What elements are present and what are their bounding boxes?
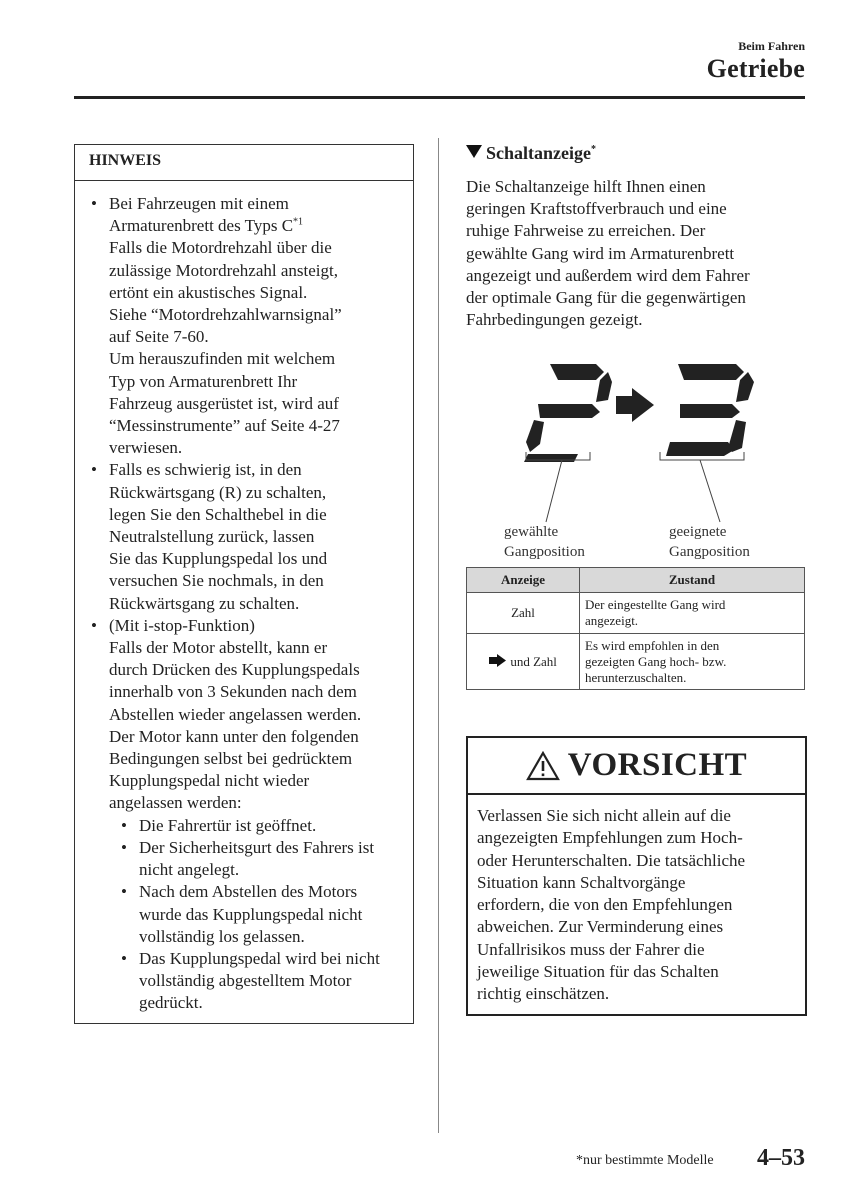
label-selected-gear: gewählte Gangposition <box>504 524 585 560</box>
text-line: Um herauszufinden mit welchem <box>109 349 336 369</box>
bullet-dot: • <box>121 815 127 835</box>
text-line: Falls der Motor abstellt, kann er <box>109 638 328 658</box>
bullet-dot: • <box>91 615 97 635</box>
text-line: innerhalb von 3 Sekunden nach dem <box>109 682 357 702</box>
arrow-right-icon <box>616 388 654 422</box>
text-line: richtig einschätzen. <box>477 984 610 1004</box>
table-row <box>467 634 805 690</box>
sub-bullet-3 <box>121 881 405 948</box>
hinweis-title: HINWEIS <box>75 145 413 181</box>
text-line: zulässige Motordrehzahl ansteigt, <box>109 260 338 280</box>
table-cell: Zahl <box>467 593 580 634</box>
table-header: Zustand <box>580 568 805 593</box>
table-header-row <box>467 568 805 593</box>
text-line: angelassen werden: <box>109 793 242 813</box>
text-line: (Mit i-stop-Funktion) <box>109 615 255 635</box>
vorsicht-header <box>468 738 805 795</box>
text-line: Fahrzeug ausgerüstet ist, wird auf <box>109 393 339 413</box>
warning-triangle-icon <box>526 751 560 781</box>
text-line: jeweilige Situation für das Schalten <box>477 962 719 982</box>
text-line: Fahrbedingungen gezeigt. <box>466 310 643 330</box>
text-line: Nach dem Abstellen des Motors <box>139 882 358 902</box>
vorsicht-text <box>468 795 805 1006</box>
hinweis-bullet-3 <box>89 615 405 1015</box>
text-line: der optimale Gang für die gegenwärtigen <box>466 288 746 308</box>
text-line: abweichen. Zur Verminderung eines <box>477 917 724 937</box>
table-cell: Der eingestellte Gang wird angezeigt. <box>580 593 805 634</box>
text-line: Sie das Kupplungspedal los und <box>109 549 328 569</box>
arrow-right-icon <box>489 654 507 667</box>
text-line: auf Seite 7-60. <box>109 327 209 347</box>
text-line: “Messinstrumente” auf Seite 4-27 <box>109 416 340 436</box>
text-line: gedrückt. <box>139 993 203 1013</box>
table-row <box>467 593 805 634</box>
text-line: vollständig los gelassen. <box>139 926 305 946</box>
table-cell: Es wird empfohlen in den gezeigten Gang hoch- bzw. herunterzuschalten. <box>580 634 805 690</box>
bracket-left <box>526 452 590 522</box>
text-line: angezeigt und außerdem wird dem Fahrer <box>466 265 750 285</box>
page-title: Getriebe <box>706 54 805 83</box>
text-line: Die Fahrertür ist geöffnet. <box>139 815 317 835</box>
text-line: versuchen Sie nochmals, in den <box>109 571 324 591</box>
text-line: nicht angelegt. <box>139 860 240 880</box>
text-line: Situation kann Schaltvorgänge <box>477 872 686 892</box>
hinweis-box <box>74 144 414 1024</box>
bullet-dot: • <box>121 948 127 968</box>
text-line: Abstellen wieder angelassen werden. <box>109 704 362 724</box>
section-text <box>466 176 806 331</box>
table-cell: und Zahl <box>467 634 580 690</box>
text-line: Bedingungen selbst bei gedrücktem <box>109 749 353 769</box>
text-line: Rückwärtsgang zu schalten. <box>109 593 300 613</box>
digit-2-icon <box>524 364 612 462</box>
text-line: Bei Fahrzeugen mit einem <box>109 194 289 213</box>
text-line: geringen Kraftstoffverbrauch und eine <box>466 199 727 219</box>
text-line: gewählte Gang wird im Armaturenbrett <box>466 243 735 263</box>
text-line: Verlassen Sie sich nicht allein auf die <box>477 806 731 825</box>
text-line: legen Sie den Schalthebel in die <box>109 504 327 524</box>
sub-bullet-1 <box>121 815 405 837</box>
text-line: oder Herunterschalten. Die tatsächliche <box>477 850 746 870</box>
model-marker: * <box>591 144 596 155</box>
text-line: Typ von Armaturenbrett Ihr <box>109 371 298 391</box>
bullet-dot: • <box>91 194 97 213</box>
column-divider <box>438 138 439 1133</box>
text-line: Neutralstellung zurück, lassen <box>109 527 315 547</box>
text-line: Rückwärtsgang (R) zu schalten, <box>109 482 327 502</box>
text-line: Falls es schwierig ist, in den <box>109 460 302 480</box>
indicator-table <box>466 567 805 690</box>
footnote: *nur bestimmte Modelle <box>576 1153 714 1168</box>
text-line: angezeigten Empfehlungen zum Hoch- <box>477 828 743 848</box>
digit-3-icon <box>666 364 754 456</box>
bracket-right <box>660 452 744 522</box>
hinweis-bullet-1 <box>89 193 405 459</box>
text-line: vollständig abgestelltem Motor <box>139 971 352 991</box>
footnote-marker: *1 <box>293 216 304 228</box>
text-line: erfordern, die von den Empfehlungen <box>477 895 733 915</box>
text-line: Falls die Motordrehzahl über die <box>109 238 332 258</box>
section-label: Beim Fahren <box>738 39 805 53</box>
text-line: verwiesen. <box>109 438 183 458</box>
vorsicht-title: VORSICHT <box>567 747 748 783</box>
table-header: Anzeige <box>467 568 580 593</box>
gear-indicator-diagram <box>466 352 806 567</box>
text-line: Kupplungspedal nicht wieder <box>109 771 310 791</box>
sub-bullet-2 <box>121 837 405 881</box>
text-line: Unfallrisikos muss der Fahrer die <box>477 939 705 959</box>
bullet-dot: • <box>121 882 127 902</box>
header-rule <box>74 96 805 99</box>
text-line: Siehe “Motordrehzahlwarnsignal” <box>109 305 342 325</box>
label-recommended-gear: geeignete Gangposition <box>669 524 750 560</box>
text-line: Armaturenbrett des Typs $C^{*1}$ <box>109 216 304 236</box>
text-line: Die Schaltanzeige hilft Ihnen einen <box>466 177 706 196</box>
bullet-dot: • <box>121 837 127 857</box>
section-heading: Schaltanzeige* <box>466 143 596 164</box>
bullet-dot: • <box>91 460 97 480</box>
sub-bullet-4 <box>121 948 405 1015</box>
vorsicht-box <box>466 736 807 1016</box>
text-line: durch Drücken des Kupplungspedals <box>109 660 360 680</box>
triangle-down-icon <box>466 145 482 158</box>
text-line: Der Sicherheitsgurt des Fahrers ist <box>139 837 375 857</box>
text-line: Der Motor kann unter den folgenden <box>109 726 359 746</box>
text-line: ruhige Fahrweise zu erreichen. Der <box>466 221 706 241</box>
text-line: wurde das Kupplungspedal nicht <box>139 904 363 924</box>
page-number: 4–53 <box>757 1145 805 1171</box>
hinweis-bullet-2 <box>89 459 405 614</box>
text-line: Das Kupplungspedal wird bei nicht <box>139 948 380 968</box>
hinweis-body <box>75 181 413 1015</box>
text-line: ertönt ein akustisches Signal. <box>109 282 308 302</box>
